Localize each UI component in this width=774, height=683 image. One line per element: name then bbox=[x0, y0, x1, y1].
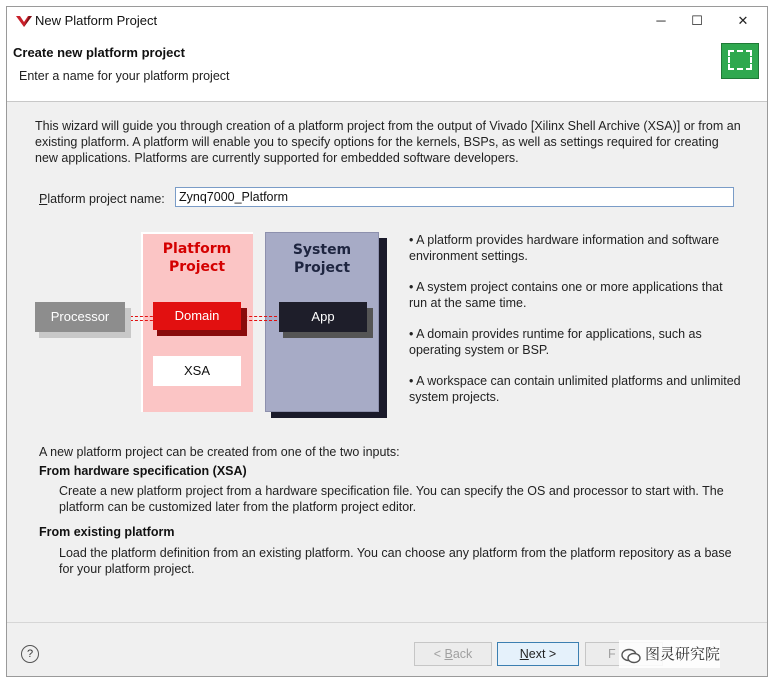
next-button[interactable]: Next > bbox=[497, 642, 579, 666]
wechat-icon bbox=[621, 645, 641, 661]
maximize-button[interactable]: ☐ bbox=[691, 13, 703, 28]
footer-divider bbox=[7, 622, 767, 623]
system-project-title: System Project bbox=[292, 242, 352, 276]
section-title-existing: From existing platform bbox=[39, 525, 175, 539]
close-button[interactable]: ✕ bbox=[737, 13, 749, 28]
platform-name-label: Platform project name: bbox=[39, 192, 165, 206]
bullet-item: • A system project contains one or more applications that run at the same time. bbox=[409, 280, 723, 310]
watermark-text: 图灵研究院 bbox=[645, 645, 721, 663]
domain-block: Domain bbox=[153, 302, 241, 330]
window-title: New Platform Project bbox=[35, 13, 158, 28]
platform-wizard-icon bbox=[721, 43, 759, 79]
platform-diagram bbox=[35, 232, 395, 422]
section-desc-xsa: Create a new platform project from a hardware specification file. You can specify the OS and processor to start with. The platform can be customized later from the platform project editor. bbox=[59, 484, 724, 514]
bullet-item: • A workspace can contain unlimited platforms and unlimited system projects. bbox=[409, 374, 741, 404]
bullet-item: • A platform provides hardware information and software environment settings. bbox=[409, 233, 720, 263]
platform-name-input[interactable] bbox=[175, 187, 734, 207]
page-title: Create new platform project bbox=[13, 45, 185, 60]
back-button[interactable]: < Back bbox=[414, 642, 492, 666]
processor-block: Processor bbox=[35, 302, 125, 332]
info-bullets bbox=[409, 232, 743, 420]
finish-button[interactable]: F bbox=[585, 642, 663, 666]
inputs-intro-text: A new platform project can be created from one of the two inputs: bbox=[39, 445, 400, 459]
app-block: App bbox=[279, 302, 367, 332]
xsa-block: XSA bbox=[153, 356, 241, 386]
platform-project-title: Platform Project bbox=[162, 241, 232, 275]
section-desc-existing: Load the platform definition from an existing platform. You can choose any platform from the platform repository as a base for your platform project. bbox=[59, 546, 732, 576]
wizard-header bbox=[7, 35, 767, 102]
watermark bbox=[619, 640, 720, 668]
wizard-content bbox=[7, 102, 767, 622]
minimize-button[interactable]: ─ bbox=[656, 13, 666, 28]
bullet-item: • A domain provides runtime for applications, such as operating system or BSP. bbox=[409, 327, 702, 357]
dialog-window bbox=[6, 6, 768, 677]
vitis-logo-icon bbox=[15, 13, 33, 29]
title-bar[interactable] bbox=[7, 7, 767, 35]
intro-text: This wizard will guide you through creation of a platform project from the output of Vivado [Xilinx Shell Archive (XSA)] or from an existing platform. A platform will enable you to specify options for the kernels, BSPs, as well as settings required for creating new applications. Platforms are currently supported for embedded software developers. bbox=[35, 119, 741, 165]
section-title-xsa: From hardware specification (XSA) bbox=[39, 464, 247, 478]
page-description: Enter a name for your platform project bbox=[19, 69, 230, 83]
help-icon[interactable]: ? bbox=[21, 645, 39, 663]
